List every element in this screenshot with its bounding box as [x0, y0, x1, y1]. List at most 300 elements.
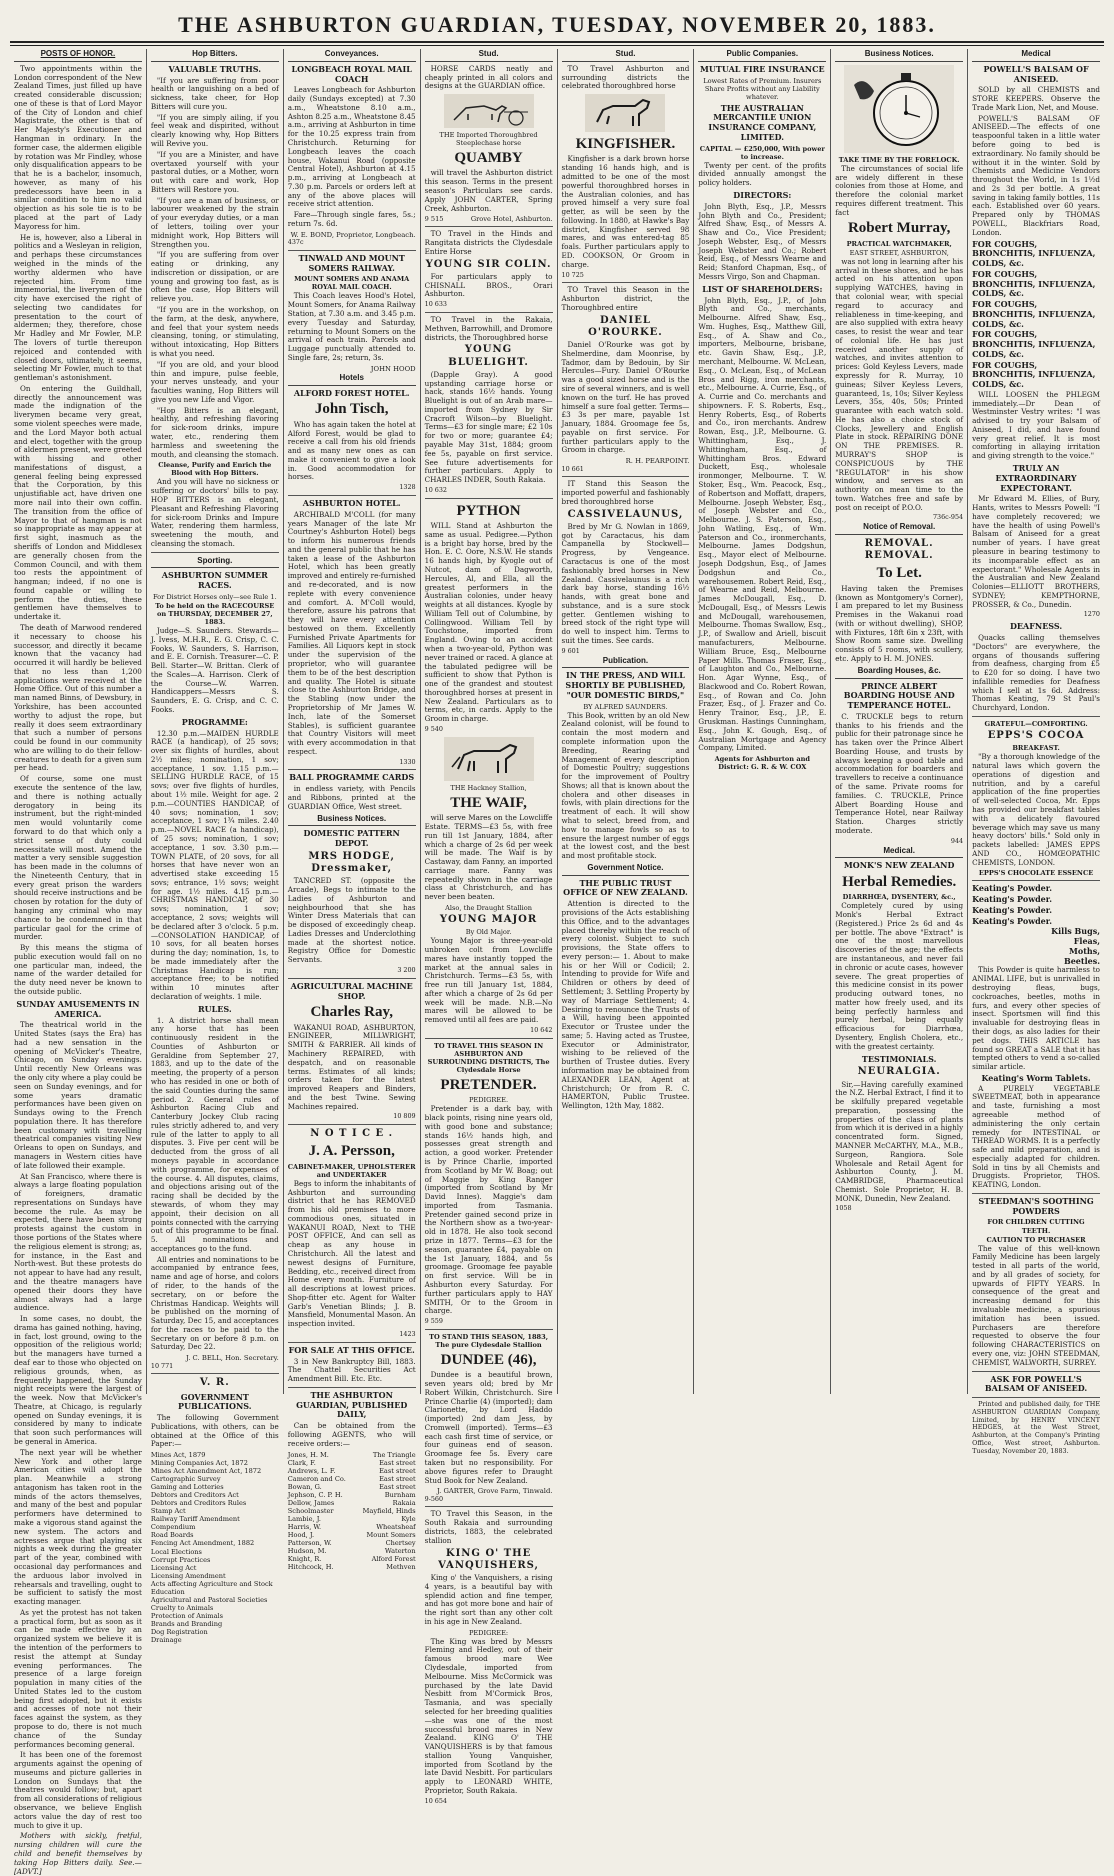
agent-name: Lambie, J.	[287, 1514, 321, 1523]
agent-place: Mount Somers	[366, 1530, 416, 1539]
publication-title: IN THE PRESS, AND WILL SHORTLY BE PUBLISHED, "OUR DOMESTIC BIRDS,"	[565, 670, 686, 700]
agent-name: Knight, R.	[287, 1554, 322, 1563]
cassivelaunus-intro: IT Stand this Season the imported powerful and fashionably bred thoroughbred horse	[561, 479, 690, 506]
medical-heading: Medical.	[835, 846, 963, 859]
domestic-body: TANCRED ST. (opposite the Arcade), Begs to intimate to the Ladies of Ashburton and neighbourhood that she has Winter Dress Materials that can be disposed of exceedingly cheap. Ladies Dresses and Underclothing made at the shortest notice. Registry Office for Domestic Servants.	[287, 876, 416, 965]
young-major-body: Young Major is three-year-old unbroken colt from Lowcliffe mares have instantly topped the market at the annual sales in Christchurch. Terms—£3 5s, with free run till January 1st, 1884, after which a charge of 2s 6d per week will be made. N.B.—No mares will be allowed to be removed until all fees are paid.	[424, 936, 553, 1025]
list-item: Agricultural and Pastoral Societies	[150, 1595, 268, 1604]
machine-shop-title: AGRICULTURAL MACHINE SHOP.	[290, 980, 413, 1001]
truth-item: "If you are suffering from poor health or languishing on a bed of sickness, take cheer, for Hop Bitters will cure you.	[150, 75, 279, 111]
article-paragraph: On entering the Guildhall, directly the announcement was made the indignation of the liverymen became very great, some violent speeches were made, and the Lord Mayor both actual and elect, together with the group of aldermen present, were greeted with hissing and other manifestations of disgust, a general feeling being expressed that the Corporation, by this unjustifiable act, have driven one more nail into their own coffin. The transition from the office of Mayor to that of hangman is not so inappropriate as may appear at first sight, inasmuch as the sheriffs of London and Middlesex are generally chosen from the Common Council, and with them too rests the appointment of hangman; indeed, if no one is found capable or willing to perform the duties, these gentlemen have themselves to undertake it.	[14, 383, 142, 622]
truth-item: "If you are a Minister, and have overtaxed yourself with your pastoral duties, or a Mother, worn out with care and work, Hop Bitters will Restore you.	[150, 149, 279, 194]
list-item: Mines Act Amendment Act, 1872	[150, 1467, 262, 1476]
deafness-title: DEAFNESS.	[1009, 621, 1063, 632]
removal-heading: Notice of Removal.	[835, 522, 963, 535]
horse-engraving	[585, 94, 665, 132]
agent-row	[288, 1547, 416, 1555]
agent-place: Mayfield, Hinds	[362, 1506, 416, 1515]
list-item: Debtors and Creditors Rules	[150, 1499, 247, 1508]
keating-line: Keating's Powder.	[972, 883, 1053, 894]
truth-item: "If you are simply ailing, if you feel weak and dispirited, without clearly knowing why, Hop Bitters will Revive you.	[150, 112, 279, 148]
col6-heading: Public Companies.	[698, 49, 826, 62]
race-officials: Judge—S. Saunders. Stewards—J. Ivess, M.H.R., E. G. Crisp, C. C. Fooks, W. Saunders, S. Harrison, and E. E. Cornish. Treasurer—C. P. Bell. Starter—W. Brittan. Clerk of the Scales—A. Harrison. Clerk of the Course—W. Warren. Handicappers—Messrs S. Saunders, E. G. Crisp, and C. C. Fooks.	[150, 626, 279, 715]
clock-body: The circumstances of social life are widely different in these colonies from those at Home, and therefore the colonial market requires different treatment. This fact	[835, 163, 964, 217]
colin-name: YOUNG SIR COLIN.	[425, 258, 552, 270]
closing-paragraph: And you will have no sickness or suffering or doctors' bills to pay. HOP BITTERS is an elegant, Pleasant and Refreshing Flavoring for sick-room Drinks and Impure Water, rendering them harmless, sweetening the mouth, and cleansing the stomach.	[150, 477, 279, 548]
ad-number: 9 601	[561, 646, 580, 655]
monk-body2: Sir,—Having carefully examined the N.Z. Herbal Extract, I find it to be skilfully prepared vegetable preparation, possessing the properties of the class of plants from which it is derived in a highly concentrated form. Signed, MANNER McCARTHY, M.A., M.B., Surgeon, Rangiora. Sole Wholesale and Retail Agent for Ashburton County, J. M. CAMBRIDGE, Pharmaceutical Chemist. Sole Proprietor, H. B. MONK, Dunedin, New Zealand.	[835, 1079, 964, 1203]
race-rules: 1. A district horse shall mean any horse that has been continuously resident in the Counties of Ashburton or Geraldine from September 27, 1883, and up to the date of the meeting, the property of a person who has resided in one or both of the said Counties during the same period. 2. General rules of Ashburton Racing Club and Canterbury Jockey Club racing rules strictly adhered to, and very rule of the latter to apply to all disputes. 3. Five per cent will be deducted from the gross of all moneys payable in accordance with programme, for expenses of the course. 4. All disputes, claims, and objections arising out of the racing shall be decided by the stewards, of whom they may appoint, their decision on all points connected with the carrying out of this programme to be final. 5. All nominations and acceptances go to the fund.	[150, 1015, 279, 1253]
list-item: Protection of Animals	[150, 1611, 224, 1620]
removal-title: REMOVAL. REMOVAL.	[864, 538, 934, 562]
agent-name: Clark, F.	[287, 1458, 316, 1467]
agent-row	[288, 1531, 416, 1539]
truth-item: "Hop Bitters is an elegant, healthy, and refreshing flavoring for sick-room drinks, impure water, etc., rendering them harmless and sweetening the mouth, and cleansing the stomach.	[150, 405, 279, 459]
column-business-notices	[831, 49, 968, 1394]
to-let-body: Having taken the Premises (known as Montgomery's Corner), I am prepared to let my Business Premises in the Wakanui road (with or without dwelling), SHOP, with Fixtures, 18ft 6in x 23ft, with Show Room same size. Dwelling consists of 5 rooms, with scullery, etc. Apply to H. M. JONES.	[835, 583, 964, 663]
valuable-truths-heading: VALUABLE TRUTHS.	[168, 63, 262, 74]
divider	[288, 250, 416, 251]
bluelight-body: (Dapple Gray). A good upstanding carriage horse or hack, stands 16½ hands. Young Bluelight is out of an Arab mare—imported from Sydney by Sir Cracroft Wilson—by Bluelight. Terms—£3 for single mare; £2 10s for two or more; guarantee £4; payable May 31st, 1884; groom fee 5s, payable on first service. See future advertisements for further particulars. Apply to CHARLES INDER, South Rakaia.	[424, 369, 553, 485]
keating-line: Keating's Powder.	[972, 894, 1053, 905]
young-major-name: YOUNG MAJOR	[439, 914, 538, 926]
colin-intro: TO Travel in the Hinds and Rangitata districts the Clydesdale Entire Horse	[424, 229, 553, 256]
agent-name: Andrews, L. F.	[287, 1466, 336, 1475]
agent-name: Hood, J.	[287, 1530, 315, 1539]
vanquishers-intro: TO Travel this Season, in the South Rakaia and surrounding districts, 1883, the celebrated stallion	[424, 1509, 553, 1545]
ad-number: 10 725	[561, 270, 584, 279]
cassivelaunus-name: CASSIVELAUNUS,	[567, 508, 684, 520]
ad-number: 10 642	[530, 1026, 553, 1035]
agent-place: East street	[379, 1482, 416, 1491]
list-item: Local Elections	[150, 1547, 202, 1556]
ad-number: 1328	[399, 483, 416, 492]
list-item: Corrupt Practices	[150, 1555, 211, 1564]
gov-publications-list	[151, 1451, 279, 1644]
agent-row	[288, 1507, 416, 1515]
vanquishers-name: KING O' THE VANQUISHERS,	[438, 1547, 540, 1571]
pocket-watch-engraving	[844, 65, 954, 153]
epps-name: EPPS'S COCOA	[987, 730, 1085, 742]
column-conveyances	[284, 49, 421, 1571]
directors-heading: DIRECTORS:	[733, 190, 792, 200]
agent-place: Methven	[386, 1562, 416, 1571]
monk-title: MONK'S NEW ZEALAND	[843, 860, 955, 871]
article-paragraph: It has been one of the foremost arguments against the opening of museums and picture galleries in London on Sundays that the theatres would follow; but, apart from all considerations of religious observance, we believe English actors value the day of rest too much to give it up.	[14, 1750, 142, 1830]
hotels-heading: Hotels	[288, 373, 416, 386]
truth-item: "If you are old, and your blood thin and impure, pulse feeble, your nerves unsteady, and your faculties waning, Hop Bitters will give you new Life and Vigor.	[150, 359, 279, 404]
race-programme: 12.30 p.m.—MAIDEN HURDLE RACE (a handicap), of 25 sovs; over six flights of hurdles, about 2½ miles; nomination, 1 sov; acceptance, 1 sov. 1.15 p.m.—SELLING HURDLE RACE, of 15 sovs; over five flights of hurdles, about 1½ mile. Weight for age. 2 p.m.—COUNTIES HANDICAP, of 40 sovs; nomination, 1 sov; acceptance, 1 sov; 1¾ miles. 2.40 p.m.—NOVEL RACE (a handicap), of 25 sovs; nomination, 1 sov; acceptance, 1 sov. 3.30 p.m.—TOWN PLATE, of 20 sovs, for all horses that have never won an advertised stake exceeding 15 sovs; entrance, 1½ sovs; weight for age. 1½ miles. 4.15 p.m.—CHRISTMAS HANDICAP, of 30 sovs; nomination, 1 sov; acceptance, 2 sovs; weights will be declared after 3 o'clock. 5 p.m.—CONSOLATION HANDICAP, of 10 sovs, for all beaten horses during the day; nomination, 1s, to be made immediately after the Christmas Handicap is run; acceptance free; to be notified within 10 minutes after declaration of weights. 1 mile.	[150, 728, 279, 1001]
agent-place: East street	[379, 1474, 416, 1483]
divider	[972, 880, 1100, 881]
divider	[425, 498, 553, 499]
for-sale-body: 3 in New Bankruptcy Bill, 1883. The Chattel Securities Act Amendment Bill. Etc. Etc.	[287, 1356, 416, 1384]
gov-publications-title: GOVERNMENT PUBLICATIONS.	[178, 1391, 252, 1412]
list-item: Licensing Amendment	[150, 1571, 226, 1580]
col7-heading: Business Notices.	[835, 49, 963, 62]
sporting-heading: Sporting.	[151, 556, 279, 569]
clock-caption: TAKE TIME BY THE FORELOCK.	[838, 155, 960, 164]
neuralgia-heading: NEURALGIA.	[857, 1066, 941, 1078]
quamby-intro: THE Imported Thoroughbred Steeplechase horse	[439, 131, 538, 148]
cleanse-line: Cleanse, Purify and Enrich the Blood with Hop Bitters.	[158, 461, 272, 478]
ball-cards-body: in endless variety, with Pencils and Ribbons, printed at the GUARDIAN Office, West street.	[287, 784, 416, 811]
deafness-body: Quacks calling themselves "Doctors" are everywhere, the organs of thousands suffering from deafness, charging from £5 to £20 for so doing. I have two infallible remedies for Deafness which I sell at 1s 6d. Address: Thomas Keating, 79 St Paul's Churchyard, London.	[972, 633, 1100, 713]
monk-sub: DIARRHŒA, DYSENTERY, &c.,	[842, 893, 956, 902]
masthead-rule	[10, 45, 1104, 46]
dressmaker-name: MRS HODGE, Dressmaker,	[308, 850, 395, 874]
worm-tablets-title: Keating's Worm Tablets.	[981, 1072, 1091, 1083]
guardian-agents-intro: Can be obtained from the following AGENTS, who will receive orders:—	[287, 1421, 416, 1448]
list-item: Road Boards	[150, 1531, 194, 1540]
worm-tablets-body: A PURELY VEGETABLE SWEETMEAT, both in appearance and taste, furnishing a most agreeable method of administering the only certain remedy for INTESTINAL or THREAD WORMS. It is a perfectly safe and mild preparation, and is especially adapted for children. Sold in tins by all Chemists and Druggists. Proprietor, THOS. KEATING, London.	[972, 1083, 1100, 1190]
kingfisher-intro: TO Travel Ashburton and surrounding districts the celebrated thoroughbred horse	[561, 63, 690, 91]
agent-place: Kyle	[401, 1514, 416, 1523]
caution-body: The value of this well-known Family Medicine has been largely tested in all parts of the world, and by all grades of society, for upwards of FIFTY YEARS. In consequence of the great and increasing demand for this invaluable medicine, a spurious imitation has been issued. Purchasers are therefore requested to observe the four following CHARACTERISTICS on every one, viz: JOHN STEEDMAN, CHEMIST, WALWORTH, SURREY.	[972, 1243, 1100, 1367]
for-sale-title: FOR SALE AT THIS OFFICE.	[288, 1344, 415, 1355]
powell-title: POWELL'S BALSAM OF ANISEED.	[983, 63, 1089, 84]
agent-place: East street	[379, 1458, 416, 1467]
article-paragraph: At San Francisco, where there is always a large floating population of foreigners, dramatic representations on Sundays have become the rule. As may be expected, there have been strong protests against the custom in those portions of the States where the religious element is strong; as, for instance, in the East and North-west. But these protests do not appear to have had any result, and the theatre managers have opened their doors they have almost always had a large audience.	[14, 1171, 142, 1313]
list-item: Mines Act, 1879	[150, 1451, 206, 1460]
publication-heading: Publication.	[562, 656, 690, 669]
monk-body: Completely cured by using Monk's Herbal Extract (Registered.) Price 2s 6d and 4s per bottle. The above "Extract" is one of the most marvellous discoveries of the age; the effects are instantaneous, and never fail in chronic or acute cases, however severe. The great properties of this medicine consist in its power producing outward tones, no matter how freely used, and its being perfectly harmless and purely herbal, being equally efficacious for Diarrhœa, Dysentery, English Cholera, etc., with the greatest certainty.	[835, 901, 964, 1051]
monk-name: Herbal Remedies.	[842, 874, 957, 890]
vr-royal-cypher: V. R.	[199, 1377, 230, 1389]
ad-number: 1058	[835, 1204, 852, 1213]
ad-number: 1270	[1083, 610, 1100, 619]
horse-cards-notice: HORSE CARDS neatly and cheaply printed in all colors and designs at the GUARDIAN office.	[424, 63, 553, 91]
agent-place: The Triangle	[372, 1450, 416, 1459]
coughs-line: FOR COUGHS, BRONCHITIS, INFLUENZA, COLDS, &c.	[972, 329, 1096, 359]
ad-number: 10 633	[424, 300, 447, 309]
vanquishers-body: King o' the Vanquishers, a rising 4 years, is a beautiful bay with splendid action and fine temper, and has got more bone and hair of the right sort than any other colt in his age in New Zealand.	[424, 1572, 553, 1626]
agents-line: Agents for Ashburton and District: G. R. & W. COX	[714, 755, 811, 772]
pretender-intro: TO TRAVEL THIS SEASON IN ASHBURTON AND SURROUNDING DISTRICTS, The Clydesdale Horse	[427, 1041, 550, 1074]
daniel-intro: TO Travel this Season in the Ashburton district, the Thoroughbred entire	[561, 285, 690, 312]
dundee-intro: TO STAND THIS SEASON, 1883, The pure Clydesdale Stallion	[429, 1332, 549, 1349]
agent-name: Patterson, W.	[287, 1538, 332, 1547]
alford-proprietor-name: John Tisch,	[314, 401, 389, 418]
posts-of-honor-heading: POSTS OF HONOR.	[40, 49, 116, 58]
boarding-title: PRINCE ALBERT BOARDING HOUSE AND TEMPERANCE HOTEL.	[843, 680, 955, 710]
list-item: Drainage	[150, 1635, 182, 1644]
ad-number: 9 540	[424, 725, 443, 734]
bluelight-name: YOUNG BLUELIGHT.	[448, 344, 529, 368]
pretender-body: Pretender is a dark bay, with black points, rising nine years old, with good bone and substance; stands 16½ hands high, and possesses great strength and action, a good worker. Pretender is by Prince Charlie, imported from Scotland by Mr W. Boag; out of Maggie by King Ranger (imported from Scotland by Mr David Innes). Maggie's dam imported from Tasmania. Pretender gained second prize in the Northern show as a two-year-old in 1878. He also took second prize in 1877. Terms—£3 for the season, guarantee £4, payable on the 1st January, 1884, and 5s groomage. Groomage fee payable on first service. Will be in Ashburton every Saturday. For further particulars apply to HAY SMITH, Or to the Groom in charge.	[424, 1104, 553, 1316]
caution-heading: CAUTION TO PURCHASER	[986, 1235, 1086, 1244]
list-item: Dog Registration	[150, 1627, 208, 1636]
python-name: PYTHON	[456, 502, 521, 519]
col3-heading: Conveyances.	[288, 49, 416, 62]
cassivelaunus-body: Bred by Mr G. Nowlan in 1869, got by Caractacus, his dam Campanella by Stockwell—Progress, by Vengeance. Caractacus is one of the most fashionably bred horses in New Zealand. Cassivelaunus is a rich dark bay horse, standing 16½ hands, with great bone and substance, and is a sure stock getter. Gentlemen wishing to breed stock of the right type will do well to inspect him. Terms to suit the times. See cards.	[561, 521, 690, 646]
truths-list	[151, 77, 279, 460]
agent-row	[288, 1451, 416, 1459]
coughs-line: FOR COUGHS, BRONCHITIS, INFLUENZA, COLDS, &c.	[972, 268, 1096, 299]
divider	[288, 1387, 416, 1388]
article-paragraph: By this means the stigma of public execution would fall on no one particular man, indeed, the name of the warder detailed for the duty need never be known to the outside public.	[14, 943, 142, 996]
col5-heading: Stud.	[562, 49, 690, 62]
public-trust-body: Attention is directed to the provisions of the Acts establishing this Office, and to the advantages placed thereby within the reach of every colonist. Subject to such provisions, the State offers to every person:— 1. About to make his or her Will or Codicil; 2. Intending to provide for Wife and Children or others by deed of Settlement; 3. Settling Property by way of Marriage Settlement; 4. Desiring to renounce the Trusts of a Will, having been appointed Executor or Trustee under the same; 5. Having acted as Trustee, Executor or Administrator, wishing to be relieved of the burthen of Trustee duties. Every information may be obtained from ALEXANDER LEAN, Agent at Christchurch; Or from R. C. HAMERTON, Public Trustee. Wellington, 12th May, 1882.	[561, 899, 690, 1111]
waif-name: THE WAIF,	[450, 794, 527, 811]
bluelight-intro: TO Travel in the Rakaia, Methven, Barrowhill, and Dromore districts, the Thoroughbred horse	[424, 315, 553, 342]
agent-row	[288, 1515, 416, 1523]
quamby-footer	[425, 215, 553, 223]
longbeach-coach-fare: Fare—Through single fares, 5s.; return 7s. 6d.	[287, 210, 416, 228]
article-paragraph: Of course, some one must execute the sentence of the law, and there is nothing actually derogatory in being its instrument, but the right-minded men would voluntarily come forward to do that which only a strict sense of duty could necessitate will most. Amend the matter a very sensible suggestion has been made in the columns of the Nineteenth Century, that in every great prison the warders should receive instructions and be chosen by rotation for the duty of hanging any criminal who may chance to be condemned in that particular gaol for the crime of murder.	[14, 774, 142, 942]
ask-for-powell: ASK FOR POWELL'S BALSAM OF ANISEED.	[984, 1373, 1088, 1394]
divider	[972, 716, 1100, 717]
agent-row	[288, 1475, 416, 1483]
divider	[288, 1342, 416, 1343]
public-trust-title: THE PUBLIC TRUST OFFICE OF NEW ZEALAND.	[563, 877, 688, 898]
ad-number: 944	[950, 836, 964, 845]
murray-trade: PRACTICAL WATCHMAKER,	[846, 239, 952, 248]
divider	[288, 1124, 416, 1125]
notice-heading: N O T I C E .	[310, 1128, 394, 1140]
agent-place: Wheatsheaf	[376, 1522, 416, 1531]
agent-row	[288, 1523, 416, 1531]
divider	[972, 1193, 1100, 1194]
pretender-pedigree-label: PEDIGREE.	[469, 1096, 509, 1105]
epps-breakfast: BREAKFAST.	[1012, 744, 1060, 753]
article-paragraph: The next year will be whether New York and other large American cities will adopt the plan. Meanwhile a strong antagonism has taken root in the minds of the actors themselves, and many of the best and popular performers have determined to make a vigorous stand against the new system. The actors and actresses argue that playing six nights a week during the greater part of the year, combined with occasional day performances and the arduous labor involved in rehearsals and travelling, ought to be sufficient to satisfy the most exacting manager.	[14, 1447, 142, 1607]
agent-name: Cameron and Co.	[287, 1474, 346, 1483]
to-let-title: To Let.	[876, 565, 922, 582]
printer-imprint: Printed and published daily, for THE ASHBURTON GUARDIAN Company, Limited, by HENRY VINCENT HEDGES, at the West Street, Ashburton, at the Company's Printing Office, West street, Ashburton. Tuesday, November 20, 1883.	[972, 1400, 1100, 1455]
programme-heading: PROGRAMME:	[181, 716, 248, 727]
persson-name: J. A. Persson,	[308, 1143, 395, 1160]
shareholders-list: John Blyth, Esq., J.P., of John Blyth and Co., merchants, Melbourne. Alfred Shaw, Esq., Wm. Hughes, Esq., Matthew Gill, Esq., of A. Shaw and Co., importers, Melbourne, brisbane, etc. Gavin Shaw, Esq., J.P., merchant, Melbourne. W. McLean, Esq., O. McLean, Esq., of McLean Bros and Rigg, iron merchants, etc., Melbourne. A. Currie, Esq., of A. Currie and Co. merchants and shipowners. F. S. Roberts, Esq., Henry Roberts, Esq., of Roberts and Co., iron merchants. Andrew Rowan, Esq., J.P., Melbourne. G. Whittingham, Esq., J. Whittingham, Esq., of Whittingham Bros. Edward Duckett, Esq., wholesale ironmonger, Melbourne. T. W. Stoker, Esq., Wm. Peacock, Esq., of Robertson and Moffatt, drapers, Melbourne. Joseph Webster, Esq., of Joseph Webster and Co., Melbourne. J. S. Paterson, Esq., John Watling, Esq., of Wm. Paterson and Co., ironmerchants, Melbourne. James Dodgshun, Esq., Mayor elect of Melbourne. Joseph Dodgshun, Esq., of James Dodgshun and Co., warehousemen. Robert Reid, Esq., of Wearne and Reid, Melbourne. James McDougall, Esq., D. McDougall, Esq., of Messrs Lewis and McDougall, warehousemen, Melbourne. Thomas Swallow, Esq., J.P., of Swallow and Ariell, biscuit manufacturers, Melbourne. William Bruce, Esq., Melbourne Paper Mills. Thomas Fraser, Esq., of Laughton and Co., Melbourne. Hon. Agar Wynne, Esq., of Blackwood and Co. Robert Rowan, Esq., of Rowan and Co. John Frazer, Esq., of J. Frazer and Co. Henry Trainor, Esq., J.P., E. Gruskman. Hastings Cunningham, Esq., John K. Gough, Esq., of Australian Mortgage and Agency Company, Limited.	[698, 295, 827, 753]
columns	[10, 49, 1104, 1876]
daniel-sign: R. H. PEARPOINT.	[625, 457, 690, 466]
article-paragraph: The death of Marwood rendered it necessary to choose his successor, and directly it became known that the vacancy had occurred it will hardly be believed that no less than 1,200 applications were received at the Home Office. Out of this number a man named Binns, of Dewsbury, in Yorkshire, has been accounted worthy to adjust the rope, but really it does seem extraordinary that such a number of persons could be found in our community who are willing to do their fellow-creatures to death for a given sum per head.	[14, 622, 142, 773]
pretender-name: PRETENDER.	[440, 1076, 537, 1093]
amu-title: THE AUSTRALIAN MERCANTILE UNION INSURANCE COMPANY, LIMITED.	[708, 102, 817, 142]
horse-and-cart-engraving	[444, 94, 534, 128]
col1-heading	[14, 49, 142, 62]
expectorant-body: Mr Edward M. Ellies, of Bury, Hants, writes to Messrs Powell: "I have completely recovered; we have the health of using Powell's Balsam of Aniseed for a great number of years. I have great pleasure in bearing testimony to its incomparable effect as an expectorant." Wholesale Agents in the Australian and New Zealand Colonies—ELLIOTT BROTHERS, SYDNEY; KEMPTHORNE, PROSSER, & Co., Dunedin.	[972, 494, 1100, 609]
list-item: Brands and Branding	[150, 1619, 223, 1628]
divider	[151, 1373, 279, 1374]
divider	[562, 282, 690, 283]
phlegm-body: WILL LOOSEN the PHLEGM immediately.—Dr Dean of Westminster Vestry writes: "I was advised to try your Balsam of Aniseed, I did, and have found very great relief. It is most comforting in allaying irritation and giving strength to the voice."	[972, 389, 1100, 461]
epps-chocolate: EPPS'S CHOCOLATE ESSENCE	[978, 869, 1094, 878]
agent-row	[288, 1539, 416, 1547]
agent-place: East street	[379, 1466, 416, 1475]
races-title: ASHBURTON SUMMER RACES.	[161, 570, 268, 591]
agent-name: Dellow, James	[287, 1498, 335, 1507]
boarding-body: C. TRUCKLE begs to return thanks to his friends and the public for their patronage since he has taken over the Prince Albert Boarding House, and trusts by always keeping a good table and accommodation for boarders and travellers to receive a continuance of the same. Private rooms for families. C. TRUCKLE, Prince Albert Boarding House and Temperance Hotel, near Railway Station. Charges strictly moderate.	[835, 711, 964, 835]
list-item: Licensing Act	[150, 1563, 197, 1572]
alford-body: Who has again taken the hotel at Alford Forest, would be glad to receive a call from his old friends and as many new ones as can make it convenient to give a look in. Good accommodation for horses.	[287, 419, 416, 482]
horse-engraving	[444, 737, 534, 781]
truth-item: "If you are in the workshop, on the farm, at the desk, anywhere, and feel that your system needs cleansing, toning, or stimulating, without intoxicating, Hop Bitters is what you need.	[150, 305, 279, 358]
ad-number: 9 559	[424, 1317, 443, 1326]
ball-cards-title: BALL PROGRAMME CARDS	[289, 772, 415, 783]
steedman-sub: FOR CHILDREN CUTTING TEETH.	[987, 1218, 1085, 1235]
agent-name: Bowan, G.	[287, 1482, 322, 1491]
agent-row	[288, 1563, 416, 1571]
agent-row	[288, 1467, 416, 1475]
agent-place: Alford Forest	[371, 1554, 416, 1563]
article-paragraph: As yet the protest has not taken a practical form, but as soon as it can be made effective by an organized system we believe it is the intention of the performers to resist the attempt at Sunday evening performances. The presence of a large foreign population in many cities of the United States led to the custom being first adopted, but it exists and accesses of note not their faces against the system, as they propose to do, there is not much chance of the Sunday performances becoming general.	[14, 1607, 142, 1749]
ad-number: 3 200	[397, 965, 416, 974]
fire-insurance-title: MUTUAL FIRE INSURANCE	[700, 63, 825, 74]
alford-hotel-title: ALFORD FOREST HOTEL.	[293, 387, 410, 398]
kingfisher-body: Kingfisher is a dark brown horse standing 16 hands high, and is admitted to be one of the most powerful thoroughbred horses in the Australian colonies, and has proved himself a very sure foal getter, as will be seen by the following. In 1880, at Hawke's Bay district, Kingfisher served 98 mares, and was entered-tag 85 foals. Further particulars apply to ED. COOKSON, Or Groom in charge.	[561, 154, 690, 269]
steedman-title: STEEDMAN'S SOOTHING POWDERS	[978, 1195, 1094, 1216]
masthead-title: THE ASHBURTON GUARDIAN, TUESDAY, NOVEMBER 20, 1883.	[10, 8, 1104, 43]
column-stud-2	[558, 49, 695, 1394]
column-posts-of-honor	[10, 49, 147, 1876]
divider	[562, 476, 690, 477]
coughs-line: FOR COUGHS, BRONCHITIS, INFLUENZA, COLDS, &c.	[972, 238, 1096, 269]
races-sub: For District Horses only—see Rule 1.	[152, 592, 277, 601]
list-item: Gaming and Lotteries	[150, 1483, 224, 1492]
list-item: Compendium	[150, 1523, 196, 1532]
daniel-name: DANIEL O'ROURKE.	[588, 314, 663, 338]
agent-name: Hitchcock, H.	[287, 1562, 334, 1571]
guardian-agents-title: THE ASHBURTON GUARDIAN, PUBLISHED DAILY,	[296, 1389, 408, 1420]
divider	[425, 1038, 553, 1039]
longbeach-coach-title: LONGBEACH ROYAL MAIL COACH	[291, 63, 412, 84]
agent-place: Chertsey	[385, 1538, 416, 1547]
list-item: Acts affecting Agriculture and Stock	[150, 1579, 273, 1588]
divider	[972, 1371, 1100, 1372]
python-body: WILL Stand at Ashburton the same as usual. Pedigree.—Python is a bright bay horse, bred by the Hon. E. C. Oore, N.S.W. He stands 16 hands high, by Kyogle out of Nutcot, dam of Dagworth, Hercules, Al, and Ella, all the greatest performers in the Australian colonies, under heavy weights at all distances. Kyogle by William Tell out of Columbine, by Collingwood. William Tell by Touchstone, imported from England. Owing to an accident when a two-year-old, Python was never trained or raced. A glance at the tabulated pedigree will be sufficient to show that Python is one of the grandest and stoutest thoroughbred horses at present in New Zealand. Particulars as to terms, etc, in cards. Apply to the Groom in charge.	[424, 521, 553, 724]
agent-name: Schoolmaster	[287, 1506, 334, 1515]
agent-place: Waterton	[384, 1546, 416, 1555]
agent-place: Burnham	[384, 1490, 416, 1499]
government-notice-heading: Government Notice.	[562, 863, 690, 876]
keating-line: Keating's Powder.	[972, 904, 1053, 915]
mount-somers-title: TINWALD AND MOUNT SOMERS RAILWAY.	[298, 252, 405, 273]
amu-capital: CAPITAL — £250,000, With power to increase.	[699, 144, 825, 161]
kills-item: Fleas,	[1073, 936, 1100, 947]
boarding-heading: Boarding Houses, &c.	[835, 666, 963, 679]
article-paragraph: He is, however, also a Liberal in politics and a Wesleyan in religion, and perhaps these circumstances weighed in the minds of the worthy aldermen who have rejected him. From time immemorial, the liverymen of the city have exercised the right of selecting two candidates for presentation to the court of aldermen; they, therefore, chose Mr Hadley and Mr Fowler, M.P. The lovers of turtle thereupon rejoiced and contended with closed doors, ultimately, it seems, selecting Mr Fowler, much to that gentleman's astonishment.	[14, 232, 142, 383]
young-major-intro: Also, the Draught Stallion	[445, 903, 532, 912]
kingfisher-name: KINGFISHER.	[575, 136, 676, 153]
truth-item: "If you are suffering from over eating or drinking, any indiscretion or dissipation, or are young and growing too fast, as is often the case, Hop Bitters will relieve you.	[150, 250, 279, 304]
dundee-sign: J. GARTER, Grove Farm, Tinwald.	[436, 1487, 553, 1496]
divider	[425, 226, 553, 227]
shareholders-heading: LIST OF SHAREHOLDERS:	[702, 283, 823, 294]
murray-address: EAST STREET, ASHBURTON,	[849, 248, 949, 257]
epps-grateful: GRATEFUL—COMFORTING.	[984, 720, 1088, 729]
col8-heading: Medical	[972, 49, 1100, 62]
business-notices-heading: Business Notices.	[288, 814, 416, 827]
quamby-body: will travel the Ashburton district this season. Terms in the present season's Particulars see cards. Apply JOHN CARTER, Spring Creek, Ashburton.	[424, 168, 553, 213]
ad-number: 10 632	[424, 485, 447, 494]
ad-number: 10 771	[150, 1361, 174, 1370]
quamby-name: QUAMBY	[454, 150, 523, 167]
list-item: Stamp Act	[150, 1507, 186, 1516]
ad-number: 736c-954	[932, 513, 964, 522]
dundee-name: DUNDEE (46),	[440, 1351, 537, 1368]
ad-number: 10 809	[393, 1112, 416, 1121]
col4-heading: Stud.	[425, 49, 553, 62]
domestic-depot-title: DOMESTIC PATTERN DEPOT.	[303, 828, 400, 849]
agent-name: Harris, W.	[287, 1522, 322, 1531]
ad-number: 437c	[287, 238, 304, 247]
mount-somers-body: This Coach leaves Hood's Hotel, Mount Somers, for Anama Railway Station, at 7.30 a.m. and 3.45 p.m. every Tuesday and Saturday, returning to Mount Somers on the arrival of each train. Parcels and Luggage punctually attended to. Single fare, 2s; return, 3s.	[287, 291, 416, 362]
epps-body: "By a thorough knowledge of the natural laws which govern the operations of digestion and nutrition, and by a careful application of the fine properties of well-selected Cocoa, Mr. Epps has provided our breakfast tables with a delicately flavoured beverage which may save us many heavy doctors' bills." Sold only in packets labelled: JAMES EPPS AND CO., HOMŒOPATHIC CHEMISTS, LONDON.	[972, 752, 1100, 867]
mount-somers-sign: JOHN HOOD	[370, 364, 416, 373]
publication-body: This Book, written by an old New Zealand colonist, will be found to contain the most modern and complete information upon the Breeding, Rearing and Management of every description of Domestic Poultry; suggestions for the improvement of Poultry Shows; all that is known about the cholera and other diseases in fowls, with plain directions for the treatment of each. It will show what to select, breed from, and how to manage fowls so as to ensure the largest number of eggs at the lowest cost, and the best and most profitable stock.	[561, 710, 690, 861]
waif-body: will serve Mares on the Lowcliffe Estate. TERMS—£3 5s, with free run till 1st January, 1884, after which a charge of 2s 6d per week will be made. The Waif is by Castaway, dam Fanny, an imported carriage mare. Fanny was repeatedly shown in the carriage class at Christchurch, and has never been beaten.	[424, 813, 553, 902]
agent-row	[288, 1459, 416, 1467]
ashburton-hotel-body: ARCHIBALD M'COLL (for many years Manager of the late Mr Courtney's Ashburton Hotel) begs to inform his numerous friends and the general public that he has taken a lease of the Ashburton Hotel, which has been greatly improved and entirely re-furnished and re-decorated, and is now replete with every convenience and comfort. A. M'Coll would, therefore, assure his patrons that they will have every attention bestowed on them. Excellently Furnished Private Apartments for Families. All Liquors kept in stock under the supervision of the proprietor, who will guarantee them to be of the best description and quality. The Hotel is situate close to the Ashburton Bridge, and the Stabling (now under the Proprietorship of Mr James W. Inch, late of the Somerset Stables), is sufficient guarantee that Country Visitors will meet with every accommodation in that respect.	[287, 509, 416, 756]
keating-body: This Powder is quite harmless to ANIMAL LIFE, but is unrivalled in destroying fleas, bugs, cockroaches, beetles, moths in furs, and every other species of insect. Sportsmen will find this invaluable for destroying fleas in their dogs, as also ladies for their pet dogs. THIS ARTICLE has found so GREAT a SALE that it has tempted others to vend a so-called similar article.	[972, 965, 1100, 1072]
longbeach-coach-sign: W. E. BOND, Proprietor, Longbeach.	[290, 230, 416, 239]
kills-item: Moths,	[1069, 945, 1100, 956]
ad-number: 9-560	[424, 1494, 444, 1503]
agent-row	[288, 1491, 416, 1499]
machine-shop-body: WAKANUI ROAD, ASHBURTON, ENGINEER, MILLWRIGHT, SMITH & FARRIER. All kinds of Machinery REPAIRED, with despatch, and on reasonable terms. Estimates of all kinds; orders taken for the latest improved Reapers and Binders, and the best Twine. Sewing Machines repaired.	[287, 1022, 416, 1111]
ashburton-hotel-title: ASHBURTON HOTEL.	[302, 498, 401, 509]
agent-row	[288, 1555, 416, 1563]
amu-body: Twenty per cent. of the profits divided annually amongst the policy holders.	[698, 160, 827, 188]
column-public-companies	[694, 49, 831, 1394]
directors-list: John Blyth, Esq., J.P., Messrs John Blyth and Co., President; Alfred Shaw, Esq., of Messrs A. Shaw and Co., Vice President; Joseph Webster, Esq., of Messrs Joseph Webster and Co.; Robert Reid, Esq., of Messrs Wearne and Reid; Stanford Chapman, Esq., of Messrs Virgo, Son and Chapman.	[698, 201, 827, 281]
agent-place: Rakaia	[392, 1498, 416, 1507]
divider	[288, 978, 416, 979]
list-item: Railway Tariff Amendment	[150, 1515, 240, 1524]
agent-name: Jones, H. M.	[287, 1450, 329, 1459]
fire-insurance-body: Lowest Rates of Premium. Insurers Share Profits without any Liability whatever.	[703, 76, 822, 101]
race-closing: All entries and nominations to be accompanied by entrance fees, name and age of horse, and colors of rider, to the hands of the secretary, on or before the Christmas Handicap. Weights will be published on the morning of Saturday, Dec 15, and acceptances for the races to be paid to the Secretary on or before 8 p.m. on Saturday, Dec 22.	[150, 1254, 279, 1352]
list-item: Mining Companies Act, 1872	[150, 1459, 248, 1468]
ad-number: 1423	[399, 1330, 416, 1339]
agent-name: Jephson, C. P. H.	[287, 1490, 343, 1499]
daniel-body: Daniel O'Rourke was got by Shelmerdine, dam Moonrise, by Tadmor, dam by Bedouin, by Sir Hercules—Fury. Daniel O'Rourke was a good sized horse and is the sire of several winners, and is well known on the turf. He has proved himself a sure foal getter. Terms—£3 3s per mare, payable 1st January, 1884. Groomage fee 5s, payable on first service. For further particulars apply to the Groom in charge.	[561, 340, 690, 455]
sunday-amusements-heading: SUNDAY AMUSEMENTS IN AMERICA.	[16, 998, 140, 1019]
persson-body: Begs to inform the inhabitants of Ashburton and surrounding district that he has REMOVED from his old premises to more commodious ones, situated in WAKANUI ROAD, Next to THE POST OFFICE, And can sell as cheap as any house in Christchurch. All the latest and newest designs of Furniture, Bedding, etc., received direct from Home every month. Furniture of all descriptions at lowest prices. Shop-fitter etc. Agent for Walter Garb's Venetian Blinds; J. B. Mansfield, Monumental Mason. An inspection invited.	[287, 1178, 416, 1329]
ad-number: 9 515	[424, 215, 444, 224]
ad-number: 10 661	[561, 464, 584, 473]
longbeach-coach-body: Leaves Longbeach for Ashburton daily (Sundays excepted) at 7.30 a.m., Wheatstone 8.10 a.m., Ashton 8.25 a.m., Wheatstone 8.45 a.m., arriving at Ashburton in time for the 10.25 express train from Christchurch. Returning for Longbeach leaves the coach house, Wakanui Road (opposite Central Hotel), Ashburton at 4.15 p.m., arriving at Longbeach at 7.30 p.m. Parcels or orders left at any of the above places will receive strict attention.	[287, 85, 416, 209]
divider	[425, 1506, 553, 1507]
kills-item: Beetles.	[1063, 955, 1100, 966]
testimonials-heading: TESTIMONIALS.	[861, 1053, 937, 1064]
list-item: Education	[150, 1587, 185, 1596]
expectorant-title: TRULY AN EXTRAORDINARY EXPECTORANT.	[995, 463, 1077, 493]
agent-row	[288, 1483, 416, 1491]
rules-heading: RULES.	[198, 1003, 232, 1014]
quamby-grove: Grove Hotel, Ashburton.	[470, 215, 553, 224]
divider	[425, 312, 553, 313]
list-item: Cartographic Survey	[150, 1475, 221, 1484]
divider	[972, 1397, 1100, 1398]
gov-publications-intro: The following Government Publications, with others, can be obtained at the Office of this Paper:—	[150, 1413, 279, 1449]
divider	[288, 769, 416, 770]
vanquishers-pedigree-label: PEDIGREE:	[468, 1628, 509, 1637]
agent-name: Hudson, M.	[287, 1546, 327, 1555]
list-item: Cruelty to Animals	[150, 1603, 214, 1612]
article-paragraph: The theatrical world in the United States (says the Era) has had a new sensation in the opening of McVicker's Theatre, Chicago, on Sunday evenings. Until recently New Orleans was the only city where a play could be seen on Sunday evenings, and for some years dramatic performances have been given on Sundays owing to the French population there. It has therefore been customary with travelling theatrical companies visiting New Orleans to open on Sundays, and managers in Western cities have of late followed their example.	[14, 1020, 142, 1170]
waif-intro: THE Hackney Stallion,	[450, 783, 527, 792]
murray-name: Robert Murray,	[847, 220, 951, 237]
murray-body: was not long in learning after his arrival in these shores, and he has acted on his attention upon supplying WATCHES, having in that colonial wear, with special regard to accuracy and reliableness in time-keeping, and are also supplied with extra heavy cases, to resist the wear and tear of colonial life. He has just received another supply of watches, and invites attention to prices: Gold Keyless Levers, made expressly for R. Murray, 10 guineas; Silver Keyless Levers, guaranteed, 1s, 10s; Silver Keyless Levers, 35s, 40s, 50s; Printed guarantee with each watch sold. He has also a choice stock of Clocks, Jewellery and English Plate in stock. REPAIRING DONE ON THE PREMISES. R. MURRAY'S SHOP is CONSPICUOUS by THE "REGULATOR" in his show window, and serves as an authority on mean time to the town. Watches free and safe by post on receipt of P.O.O.	[835, 256, 964, 512]
races-date: To be held on the RACECOURSE on THURSDAY, DECEMBER 27, 1883.	[155, 601, 275, 626]
ad-number: 1330	[399, 757, 416, 766]
article-paragraph: Two appointments within the London correspondent of the New Zealand Times, just filled up have created considerable discussion; one of these is that of Lord Mayor of the City of London and chief Magistrate, the other is that of Her Majesty's Executioner and Hangman in ordinary. In the former case, the aldermen eligible by rotation was Mr Findley, whose only disqualification appears to be that he is a bachelor, insomuch, however, as many of his predecessors have been in a similar condition to him no valid objection as his sole tie is to be placed at the part of Lady Mayoress for him.	[14, 63, 142, 231]
ad-number: 10 654	[424, 1796, 447, 1805]
dundee-body: Dundee is a beautiful brown, seven years old; bred by Mr Robert Wilkin, Christchurch. Sire Prince Charlie (4) (imported); dam Clarionette, by Lord Haddo (imported) 2nd dam Jess, by Cromwell (imported). Terms—£3 each cash first time of service, or four guineas end of season. Groomage fee 5s. Every care taken but no responsibility. For above figures refer to Draught Stud Book for New Zealand.	[424, 1370, 553, 1485]
column-stud-1	[421, 49, 558, 1805]
